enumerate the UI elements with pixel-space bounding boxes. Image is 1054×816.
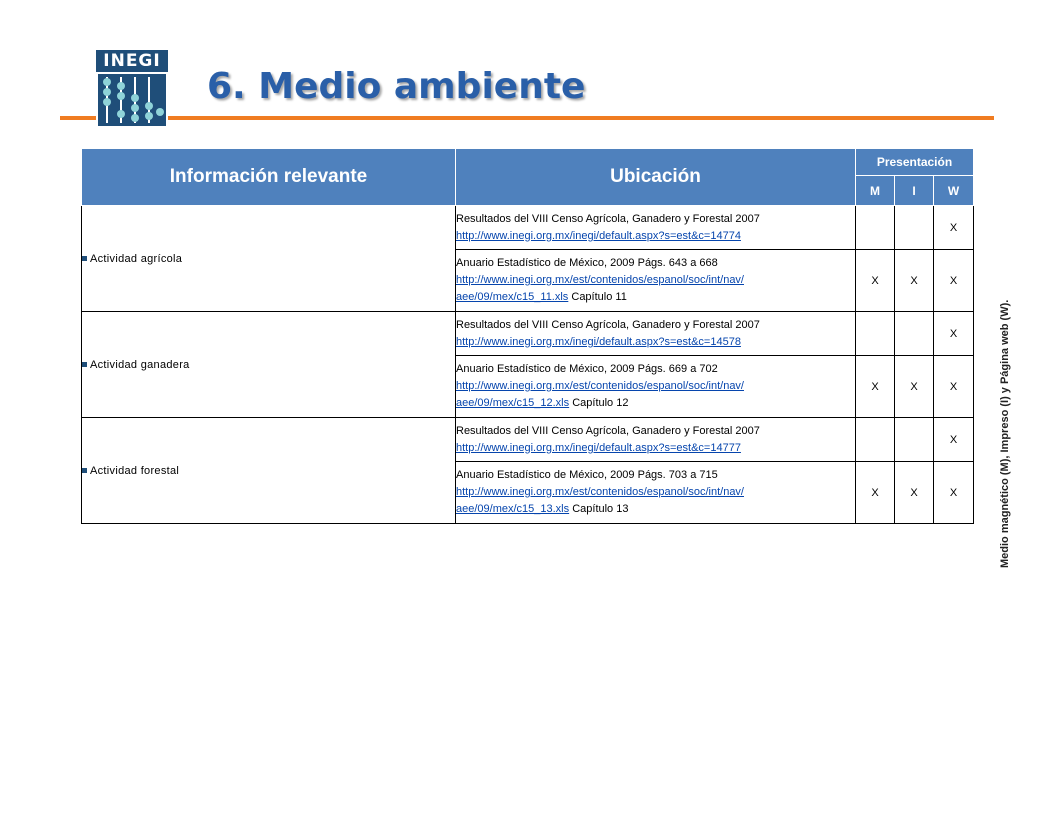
location-cell <box>456 250 856 312</box>
information-table <box>81 148 974 524</box>
source-text: Resultados del VIII Censo Agrícola, Ganadero y Forestal 2007 <box>456 212 760 225</box>
location-cell <box>456 356 856 418</box>
table-row <box>82 206 974 250</box>
mark-i: X <box>895 250 934 312</box>
source-link[interactable]: aee/09/mex/c15_12.xls <box>456 397 570 409</box>
abacus-icon <box>98 74 166 126</box>
header-w: W <box>934 176 974 206</box>
source-text: Anuario Estadístico de México, 2009 Págs. 643 a 668 <box>456 257 718 269</box>
header-i: I <box>895 176 934 206</box>
inegi-logo <box>96 50 168 128</box>
header-location: Ubicación <box>456 149 856 206</box>
mark-m <box>856 418 895 462</box>
topic-label: Actividad agrícola <box>90 252 183 265</box>
location-cell <box>456 312 856 356</box>
source-text: Anuario Estadístico de México, 2009 Págs. 703 a 715 <box>456 469 718 481</box>
mark-i: X <box>895 462 934 524</box>
mark-i: X <box>895 356 934 418</box>
mark-m: X <box>856 356 895 418</box>
topic-label: Actividad forestal <box>90 464 180 477</box>
mark-w: X <box>934 206 974 250</box>
mark-m <box>856 312 895 356</box>
source-link[interactable]: http://www.inegi.org.mx/est/contenidos/espanol/soc/int/nav/ <box>456 380 744 392</box>
mark-m <box>856 206 895 250</box>
topic-cell <box>82 312 456 418</box>
bullet-icon <box>82 256 87 261</box>
source-text: Anuario Estadístico de México, 2009 Págs. 669 a 702 <box>456 363 718 375</box>
location-cell <box>456 418 856 462</box>
mark-w: X <box>934 462 974 524</box>
mark-m: X <box>856 250 895 312</box>
bullet-icon <box>82 468 87 473</box>
location-cell <box>456 462 856 524</box>
location-cell <box>456 206 856 250</box>
source-link[interactable]: http://www.inegi.org.mx/inegi/default.aspx?s=est&c=14777 <box>456 441 741 454</box>
logo-wordmark: INEGI <box>96 50 168 72</box>
source-link[interactable]: http://www.inegi.org.mx/est/contenidos/espanol/soc/int/nav/ <box>456 486 744 498</box>
chapter-text: Capítulo 13 <box>572 503 629 515</box>
table-row <box>82 312 974 356</box>
page-title: 6. Medio ambiente <box>207 66 586 107</box>
source-text: Resultados del VIII Censo Agrícola, Ganadero y Forestal 2007 <box>456 424 760 437</box>
mark-w: X <box>934 356 974 418</box>
table-row <box>82 418 974 462</box>
mark-w: X <box>934 250 974 312</box>
source-link[interactable]: aee/09/mex/c15_11.xls <box>456 291 569 303</box>
source-link[interactable]: aee/09/mex/c15_13.xls <box>456 503 570 515</box>
mark-m: X <box>856 462 895 524</box>
mark-w: X <box>934 312 974 356</box>
topic-cell <box>82 418 456 524</box>
source-link[interactable]: http://www.inegi.org.mx/est/contenidos/espanol/soc/int/nav/ <box>456 274 744 286</box>
bullet-icon <box>82 362 87 367</box>
header-divider <box>60 116 994 120</box>
topic-label: Actividad ganadera <box>90 358 190 371</box>
mark-w: X <box>934 418 974 462</box>
mark-i <box>895 418 934 462</box>
source-text: Resultados del VIII Censo Agrícola, Ganadero y Forestal 2007 <box>456 318 760 331</box>
topic-cell <box>82 206 456 312</box>
source-link[interactable]: http://www.inegi.org.mx/inegi/default.aspx?s=est&c=14578 <box>456 335 741 348</box>
chapter-text: Capítulo 11 <box>571 291 627 303</box>
presentation-legend: Medio magnético (M), Impreso (I) y Página web (W). <box>999 299 1011 568</box>
header-presentation: Presentación <box>856 149 974 176</box>
chapter-text: Capítulo 12 <box>572 397 629 409</box>
source-link[interactable]: http://www.inegi.org.mx/inegi/default.aspx?s=est&c=14774 <box>456 229 741 242</box>
header-m: M <box>856 176 895 206</box>
mark-i <box>895 206 934 250</box>
header-info: Información relevante <box>82 149 456 206</box>
mark-i <box>895 312 934 356</box>
